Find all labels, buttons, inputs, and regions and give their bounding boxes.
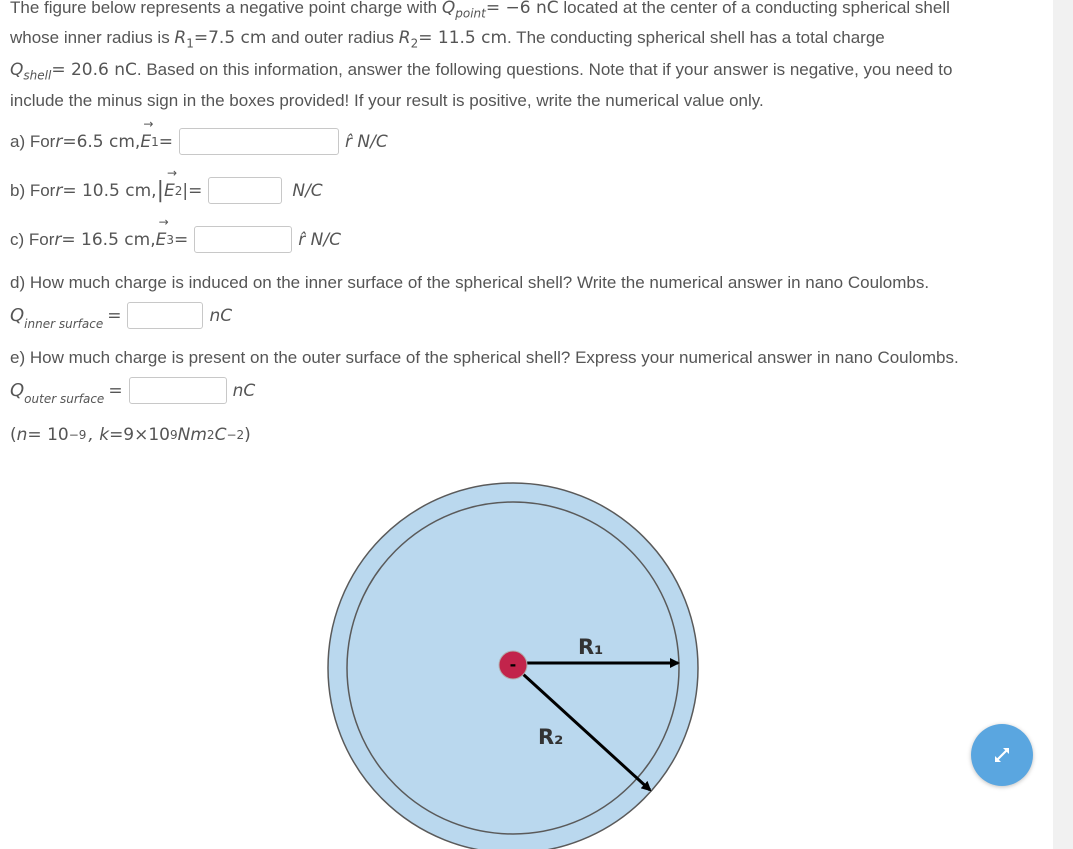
- unit-label-a: r̂ N/C: [344, 131, 388, 152]
- question-d-text: d) How much charge is induced on the inner surface of the spherical shell? Write the numerical answer in nano Coulombs.: [10, 273, 930, 292]
- question-a: a) For r =6.5 cm, → E 1 = r̂ N/C: [10, 128, 388, 155]
- question-e-text: e) How much charge is present on the outer surface of the spherical shell? Express your numerical answer in nano Coulombs.: [10, 348, 959, 367]
- expand-arrows-icon: [991, 744, 1013, 766]
- vector-e2: → E: [163, 165, 178, 201]
- question-e: Q $_{outer surface}$ = nC: [10, 377, 255, 404]
- vector-e1: → E: [140, 116, 154, 152]
- intro-text: The figure below represents a negative point charge with: [10, 0, 442, 17]
- abs-bar-left: |: [156, 178, 164, 203]
- question-b: b) For r = 10.5 cm, | → E 2 |= N/C: [10, 165, 323, 203]
- unit-label-b: N/C: [292, 180, 323, 201]
- question-d: Q $_{inner surface}$ = nC: [10, 302, 232, 329]
- expand-button[interactable]: [971, 724, 1033, 786]
- unit-label-e: nC: [232, 380, 256, 401]
- intro-line-2: whose inner radius is $R_1=7.5$ cm and outer radius $R_2= 11.5$ cm. The conducting spherical shell has a total charge: [10, 28, 885, 51]
- intro-line-1: The figure below represents a negative point charge with $Q_{point}= -6$ nC located at the center of a conducting spherical shell: [10, 0, 950, 21]
- intro-line-3: $Q_{shell}= 20.6$ nC. Based on this information, answer the following questions. Note that if your answer is negative, you need to: [10, 60, 953, 83]
- constants-line: ( n = 10 −9 , k =9×10 9 Nm 2 C −2 ): [10, 425, 251, 445]
- intro-line-4: include the minus sign in the boxes provided! If your result is positive, write the numerical value only.: [10, 91, 764, 110]
- unit-label-c: r̂ N/C: [298, 229, 341, 250]
- scrollbar-track[interactable]: [1053, 0, 1073, 849]
- charge-sign: -: [509, 655, 517, 674]
- unit-label-d: nC: [209, 305, 233, 326]
- question-c: c) For r = 16.5 cm, → E 3 = r̂ N/C: [10, 226, 341, 253]
- label-r2: R₂: [538, 725, 564, 749]
- vector-e3: → E: [155, 214, 169, 250]
- label-r1: R₁: [578, 635, 604, 659]
